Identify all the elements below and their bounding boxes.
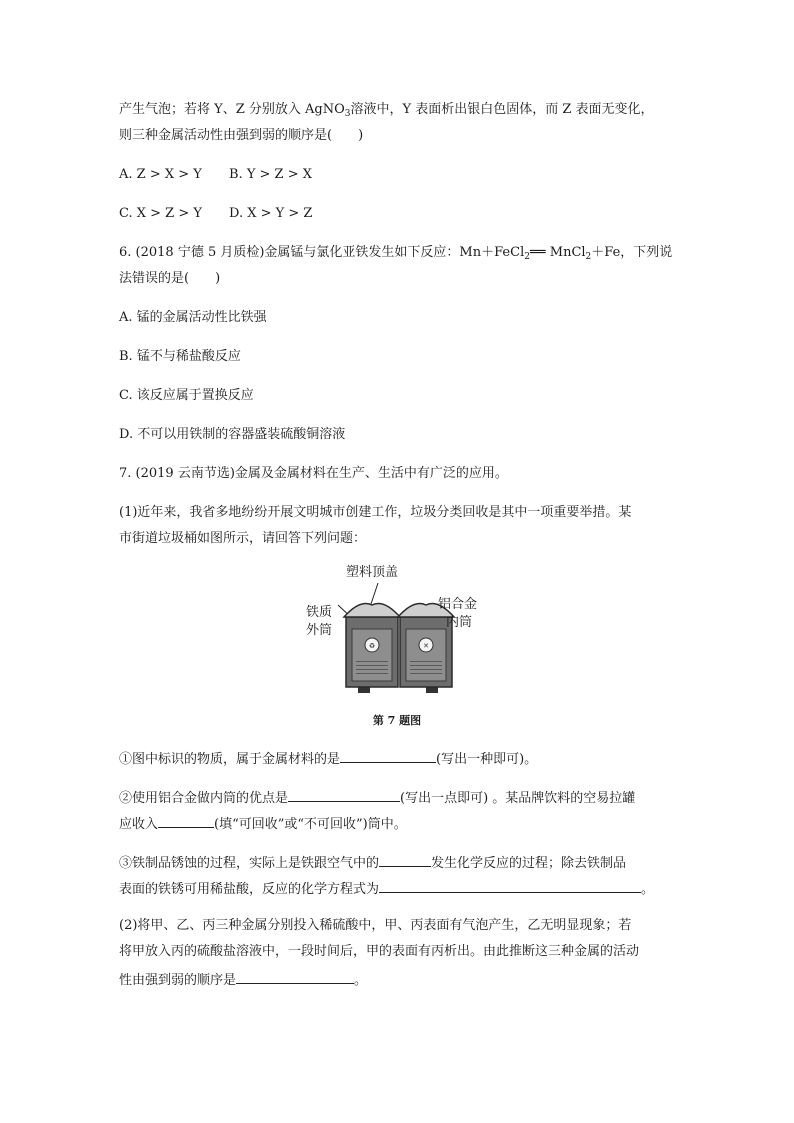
q7-part2-line-3 [119, 969, 367, 990]
q5-option-b: B. Y > Z > X [229, 167, 313, 182]
q6-option-a: A. 锰的金属活动性比铁强 [119, 310, 267, 325]
q5-line-1 [119, 101, 654, 119]
q7-sub-2-line-1 [119, 787, 635, 808]
answer-blank-3[interactable] [158, 813, 214, 828]
q5-text-b: 溶液中，Y 表面析出银白色固体，而 Z 表面无变化， [350, 102, 654, 117]
q7-sub-1 [119, 748, 537, 769]
q5-options-row-1 [119, 166, 312, 184]
q6-text-b: ══ MnCl [529, 245, 586, 260]
q6-text-a: 6. (2018 宁德 5 月质检)金属锰与氯化亚铁发生如下反应：Mn＋FeCl [119, 245, 525, 260]
q7-sub-3-line-2 [119, 878, 654, 899]
q5-options-row-2 [119, 205, 312, 223]
q6-subscript-2: 2 [585, 252, 592, 262]
q7-sub-3-line-2-text-a: 表面的铁锈可用稀盐酸，反应的化学方程式为 [119, 882, 380, 897]
q7-sub-2-text-b: (写出一点即可) 。某品牌饮料的空易拉罐 [400, 791, 636, 806]
q5-option-a: A. Z > X > Y [119, 167, 202, 182]
q7-sub-3-line-2-text-b: 。 [641, 882, 655, 897]
q7-sub-2-line-2-text-a: 应收入 [119, 817, 159, 832]
q7-part2-line-2: 将甲放入丙的硫酸盐溶液中，一段时间后，甲的表面有丙析出。由此推断这三种金属的活动 [119, 944, 640, 959]
q7-sub-3-line-1 [119, 852, 626, 873]
q6-subscript-1: 2 [524, 252, 530, 262]
q5-text-a: 产生气泡；若将 Y、Z 分别放入 AgNO [119, 102, 345, 117]
q5-option-d: D. X > Y > Z [229, 206, 313, 221]
q7-sub-1-text-a: ①图中标识的物质，属于金属材料的是 [119, 752, 341, 767]
q6-option-c: C. 该反应属于置换反应 [119, 388, 254, 403]
q6-option-d: D. 不可以用铁制的容器盛装硫酸铜溶液 [119, 427, 346, 442]
answer-blank-5[interactable] [379, 878, 641, 893]
q6-line-1 [119, 244, 672, 262]
q7-sub-2-line-2 [119, 813, 407, 834]
answer-blank-1[interactable] [340, 748, 436, 763]
q5-subscript: 3 [344, 109, 351, 119]
q6-line-2: 法错误的是( ) [119, 271, 221, 286]
answer-blank-6[interactable] [236, 969, 354, 984]
figure-label-aluminum-inner-2: 内筒 [446, 615, 473, 630]
figure-label-iron-outer-1: 铁质 [306, 605, 333, 620]
q7-part1-line-1: (1)近年来，我省多地纷纷开展文明城市创建工作，垃圾分类回收是其中一项重要举措。某 [119, 505, 632, 520]
q7-sub-1-text-b: (写出一种即可)。 [436, 752, 538, 767]
q7-sub-2-text-a: ②使用铝合金做内筒的优点是 [119, 791, 289, 806]
figure-label-iron-outer-2: 外筒 [306, 623, 333, 638]
trash-bin-figure [300, 565, 510, 695]
q7-part2-line-3-text-a: 性由强到弱的顺序是 [119, 973, 237, 988]
q7-part2-line-1: (2)将甲、乙、丙三种金属分别投入稀硫酸中，甲、丙表面有气泡产生，乙无明显现象；若 [119, 918, 632, 933]
q7-stem: 7. (2019 云南节选)金属及金属材料在生产、生活中有广泛的应用。 [119, 466, 508, 481]
q7-part2-line-3-text-b: 。 [354, 973, 368, 988]
q5-option-c: C. X > Z > Y [119, 206, 202, 221]
q5-line-2: 则三种金属活动性由强到弱的顺序是( ) [119, 128, 364, 143]
q7-sub-2-line-2-text-b: (填“可回收”或“不可回收”)筒中。 [214, 817, 407, 832]
answer-blank-4[interactable] [379, 852, 431, 867]
svg-text:♻: ♻ [368, 642, 376, 650]
figure-label-plastic-lid: 塑料顶盖 [346, 565, 399, 580]
figure-label-aluminum-inner-1: 铝合金 [438, 597, 478, 612]
q7-sub-3-text-b: 发生化学反应的过程；除去铁制品 [431, 856, 627, 871]
answer-blank-2[interactable] [288, 787, 400, 802]
svg-text:✕: ✕ [423, 642, 429, 650]
q7-sub-3-text-a: ③铁制品锈蚀的过程，实际上是铁跟空气中的 [119, 856, 380, 871]
q7-part1-line-2: 市街道垃圾桶如图所示，请回答下列问题： [119, 531, 367, 546]
q6-option-b: B. 锰不与稀盐酸反应 [119, 349, 241, 364]
figure-caption: 第 7 题图 [372, 714, 422, 727]
q6-text-c: ＋Fe，下列说 [591, 245, 673, 260]
